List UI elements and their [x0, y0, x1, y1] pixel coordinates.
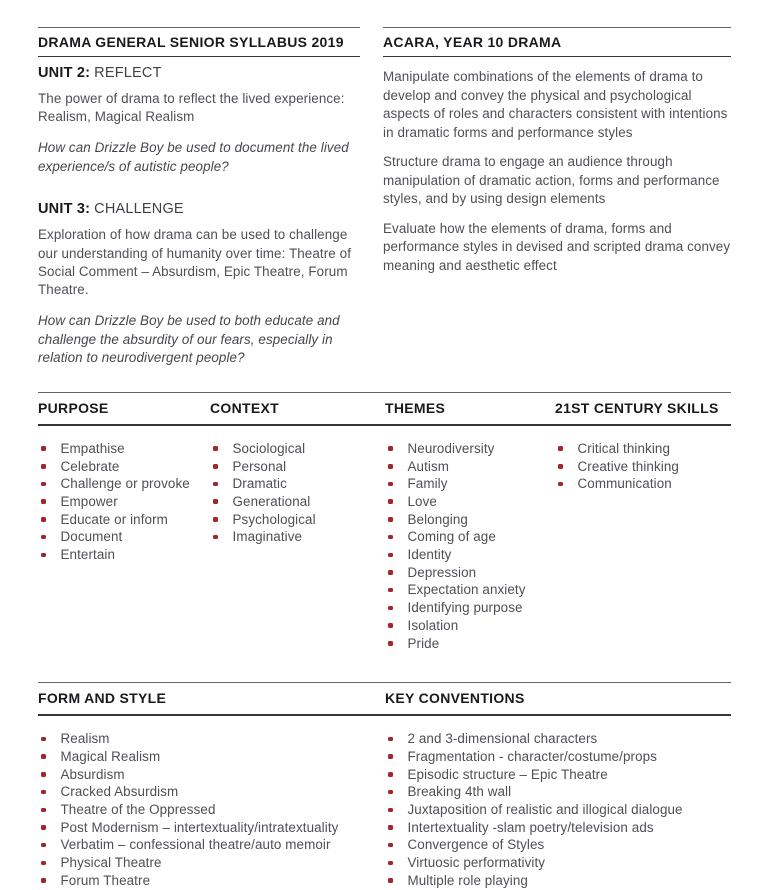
bullet-icon — [213, 535, 218, 540]
list-item-label: Educate or inform — [60, 511, 168, 527]
bullet-icon — [388, 570, 393, 575]
unit-3-block — [38, 201, 360, 367]
syllabus-title: DRAMA GENERAL SENIOR SYLLABUS 2019 — [38, 27, 360, 57]
bullet-icon — [41, 878, 46, 883]
list-item-label: Forum Theatre — [60, 872, 151, 888]
themes-header: THEMES — [385, 399, 446, 416]
bullet-icon — [41, 517, 46, 522]
list-item-label: Fragmentation - character/costume/props — [407, 748, 658, 764]
purpose-context-themes-skills-table — [38, 392, 731, 652]
list-item-label: Neurodiversity — [407, 440, 495, 456]
skills-list — [555, 440, 731, 652]
bullet-icon — [388, 772, 393, 777]
list-item — [385, 528, 555, 546]
list-item-label: Isolation — [407, 617, 459, 633]
list-item-label: Personal — [232, 458, 287, 474]
list-item-label: Celebrate — [60, 458, 120, 474]
list-item — [38, 819, 385, 837]
bullet-icon — [41, 790, 46, 795]
bullet-icon — [41, 464, 46, 469]
middle-table-header-row — [38, 392, 731, 426]
bullet-icon — [41, 843, 46, 848]
bullet-icon — [388, 843, 393, 848]
bullet-icon — [388, 535, 393, 540]
list-item — [385, 564, 555, 582]
skills-header: 21ST CENTURY SKILLS — [555, 399, 719, 416]
bullet-icon — [388, 517, 393, 522]
list-item — [38, 836, 385, 854]
middle-table-body — [38, 426, 731, 652]
list-item-label: Empathise — [60, 440, 125, 456]
themes-list — [385, 440, 555, 652]
list-item — [385, 440, 555, 458]
bullet-icon — [213, 464, 218, 469]
list-item-label: Episodic structure – Epic Theatre — [407, 766, 608, 782]
list-item-label: Magical Realism — [60, 748, 161, 764]
list-item-label: Virtuosic performativity — [407, 855, 546, 871]
bullet-icon — [558, 482, 563, 487]
list-item — [385, 854, 731, 872]
list-item-label: Multiple role playing — [407, 872, 528, 888]
list-item-label: Communication — [577, 476, 672, 492]
key-conventions-list — [385, 730, 731, 889]
unit-2-block — [38, 65, 360, 176]
list-item-label: Intertextuality -slam poetry/television ads — [407, 819, 654, 835]
list-item — [38, 748, 385, 766]
list-item — [385, 493, 555, 511]
list-item — [385, 872, 731, 890]
list-item — [38, 783, 385, 801]
bullet-icon — [41, 772, 46, 777]
bullet-icon — [388, 499, 393, 504]
list-item — [210, 440, 385, 458]
list-item — [38, 854, 385, 872]
context-list — [210, 440, 385, 652]
list-item-label: Post Modernism – intertextuality/intratextuality — [60, 819, 339, 835]
unit-2-heading — [38, 65, 360, 81]
list-item-label: Sociological — [232, 440, 306, 456]
bottom-table-body — [38, 716, 731, 889]
list-item — [385, 801, 731, 819]
list-item-label: Cracked Absurdism — [60, 784, 179, 800]
bullet-icon — [41, 482, 46, 487]
list-item — [210, 493, 385, 511]
top-section — [38, 27, 731, 368]
unit-2-description: The power of drama to reflect the lived experience: Realism, Magical Realism — [38, 91, 345, 125]
list-item — [38, 511, 210, 529]
unit-2-question: How can Drizzle Boy be used to document the lived experience/s of autistic people? — [38, 140, 349, 174]
bullet-icon — [213, 446, 218, 451]
unit-3-description: Exploration of how drama can be used to challenge our understanding of humanity over time: Theatre of Social Comment – Absurdism, Epic Theatre, Forum Theatre. — [38, 227, 352, 298]
list-item — [38, 458, 210, 476]
bullet-icon — [388, 825, 393, 830]
bullet-icon — [388, 464, 393, 469]
bullet-icon — [213, 482, 218, 487]
list-item-label: Pride — [407, 635, 440, 651]
unit-3-heading — [38, 201, 360, 217]
list-item-label: Autism — [407, 458, 450, 474]
bullet-icon — [388, 553, 393, 558]
list-item-label: Realism — [60, 731, 110, 747]
list-item-label: Belonging — [407, 511, 468, 527]
unit-3-label: UNIT 3: — [38, 201, 91, 218]
form-style-conventions-table — [38, 682, 731, 889]
list-item — [385, 617, 555, 635]
bullet-icon — [388, 737, 393, 742]
list-item — [385, 475, 555, 493]
acara-paragraph-3: Evaluate how the elements of drama, forms and performance styles in devised and scripted drama convey meaning and aesthetic effect — [383, 220, 731, 273]
list-item-label: Dramatic — [232, 476, 287, 492]
form-and-style-header: FORM AND STYLE — [38, 690, 167, 707]
bullet-icon — [558, 464, 563, 469]
context-header: CONTEXT — [210, 399, 279, 416]
bullet-icon — [388, 861, 393, 866]
bullet-icon — [41, 446, 46, 451]
list-item-label: Identifying purpose — [407, 600, 523, 616]
list-item-label: Imaginative — [232, 529, 303, 545]
list-item — [38, 801, 385, 819]
key-conventions-header: KEY CONVENTIONS — [385, 690, 525, 707]
bullet-icon — [41, 737, 46, 742]
acara-paragraph-2: Structure drama to engage an audience through manipulation of dramatic action, forms and performance styles, and by using design elements — [383, 154, 720, 206]
bullet-icon — [41, 553, 46, 558]
list-item-label: Critical thinking — [577, 440, 670, 456]
bullet-icon — [213, 499, 218, 504]
purpose-list — [38, 440, 210, 652]
list-item — [385, 511, 555, 529]
list-item-label: Depression — [407, 564, 477, 580]
list-item — [38, 766, 385, 784]
unit-3-name: CHALLENGE — [94, 201, 184, 218]
list-item-label: Absurdism — [60, 766, 125, 782]
syllabus-column — [38, 27, 360, 368]
list-item — [210, 458, 385, 476]
bullet-icon — [41, 499, 46, 504]
list-item-label: Challenge or provoke — [60, 476, 190, 492]
list-item — [385, 783, 731, 801]
list-item-label: Expectation anxiety — [407, 582, 526, 598]
bullet-icon — [388, 606, 393, 611]
list-item — [38, 475, 210, 493]
list-item — [385, 836, 731, 854]
list-item — [385, 458, 555, 476]
list-item-label: Juxtaposition of realistic and illogical dialogue — [407, 802, 683, 818]
bullet-icon — [41, 861, 46, 866]
list-item — [210, 528, 385, 546]
list-item — [385, 819, 731, 837]
bullet-icon — [388, 446, 393, 451]
list-item — [38, 872, 385, 890]
bullet-icon — [41, 535, 46, 540]
bullet-icon — [41, 754, 46, 759]
list-item — [385, 599, 555, 617]
list-item — [555, 458, 731, 476]
bullet-icon — [388, 641, 393, 646]
list-item-label: Document — [60, 529, 123, 545]
list-item — [210, 475, 385, 493]
list-item — [385, 748, 731, 766]
list-item-label: Identity — [407, 547, 452, 563]
bottom-table-header-row — [38, 682, 731, 716]
list-item — [385, 581, 555, 599]
acara-column — [383, 27, 731, 368]
list-item-label: Psychological — [232, 511, 316, 527]
list-item — [210, 511, 385, 529]
bullet-icon — [41, 808, 46, 813]
list-item-label: Creative thinking — [577, 458, 679, 474]
list-item — [38, 440, 210, 458]
list-item-label: Generational — [232, 493, 311, 509]
purpose-header: PURPOSE — [38, 399, 109, 416]
list-item-label: 2 and 3-dimensional characters — [407, 731, 598, 747]
bullet-icon — [41, 825, 46, 830]
list-item — [38, 493, 210, 511]
acara-paragraph-1: Manipulate combinations of the elements of drama to develop and convey the physical and psychological aspects of roles and characters consistent with intentions in dramatic forms and performance styles — [383, 69, 728, 140]
bullet-icon — [388, 754, 393, 759]
list-item — [385, 766, 731, 784]
list-item — [38, 528, 210, 546]
list-item-label: Coming of age — [407, 529, 496, 545]
unit-3-question: How can Drizzle Boy be used to both educate and challenge the absurdity of our fears, especially in relation to neurodivergent people? — [38, 313, 340, 366]
list-item-label: Breaking 4th wall — [407, 784, 512, 800]
list-item-label: Theatre of the Oppressed — [60, 802, 216, 818]
list-item-label: Verbatim – confessional theatre/auto memoir — [60, 837, 331, 853]
unit-2-name: REFLECT — [94, 65, 162, 81]
list-item — [38, 730, 385, 748]
form-and-style-list — [38, 730, 385, 889]
bullet-icon — [388, 588, 393, 593]
list-item — [385, 635, 555, 653]
list-item-label: Convergence of Styles — [407, 837, 545, 853]
list-item-label: Love — [407, 493, 437, 509]
bullet-icon — [388, 878, 393, 883]
list-item-label: Family — [407, 476, 448, 492]
list-item — [555, 475, 731, 493]
acara-title: ACARA, YEAR 10 DRAMA — [383, 27, 731, 57]
bullet-icon — [388, 790, 393, 795]
list-item — [555, 440, 731, 458]
bullet-icon — [213, 517, 218, 522]
list-item-label: Empower — [60, 493, 118, 509]
list-item-label: Physical Theatre — [60, 855, 162, 871]
bullet-icon — [388, 482, 393, 487]
bullet-icon — [388, 808, 393, 813]
unit-2-label: UNIT 2: — [38, 65, 91, 81]
bullet-icon — [388, 623, 393, 628]
list-item-label: Entertain — [60, 547, 115, 563]
bullet-icon — [558, 446, 563, 451]
list-item — [38, 546, 210, 564]
list-item — [385, 730, 731, 748]
list-item — [385, 546, 555, 564]
